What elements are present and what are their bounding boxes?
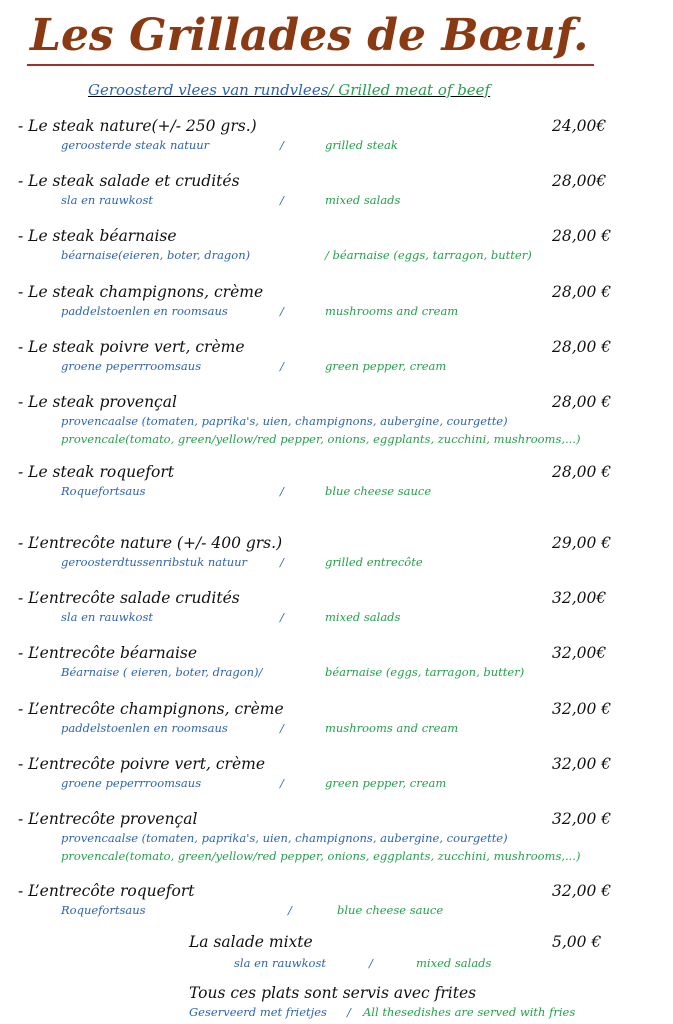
item-english-description: mushrooms and cream <box>325 304 459 318</box>
item-english-description: béarnaise (eggs, tarragon, butter) <box>325 665 525 679</box>
item-english-description: mixed salads <box>325 610 401 624</box>
menu-item <box>18 882 658 922</box>
item-name: - Le steak salade et crudités <box>18 172 240 190</box>
item-name: - Le steak champignons, crème <box>18 283 264 301</box>
item-dutch-description: provencaalse (tomaten, paprika's, uien, champignons, aubergine, courgette) <box>61 414 508 428</box>
salad-separator: / <box>369 956 373 970</box>
item-price: 32,00 € <box>552 755 612 773</box>
item-price: 32,00€ <box>552 589 607 607</box>
item-price: 28,00 € <box>552 283 612 301</box>
item-name: - L’entrecôte nature (+/- 400 grs.) <box>18 534 283 552</box>
subtitle-english: / Grilled meat of beef <box>328 81 491 99</box>
item-name: - L’entrecôte salade crudités <box>18 589 240 607</box>
item-price: 32,00 € <box>552 700 612 718</box>
item-dutch-description: Roquefortsaus <box>61 484 146 498</box>
menu-item <box>18 283 658 323</box>
item-separator: / <box>280 304 284 318</box>
item-dutch-description: sla en rauwkost <box>61 193 153 207</box>
item-dutch-description: provencaalse (tomaten, paprika's, uien, champignons, aubergine, courgette) <box>61 831 508 845</box>
salad-english: mixed salads <box>416 956 492 970</box>
item-price: 28,00 € <box>552 393 612 411</box>
item-separator: / <box>280 555 284 569</box>
footer-french: Tous ces plats sont servis avec frites <box>189 984 477 1002</box>
item-english-description: blue cheese sauce <box>337 903 444 917</box>
menu-item <box>18 644 658 684</box>
menu-item <box>18 755 658 795</box>
item-price: 28,00€ <box>552 172 607 190</box>
menu-item <box>18 589 658 629</box>
item-dutch-description: geroosterde steak natuur <box>61 138 210 152</box>
item-price: 32,00€ <box>552 644 607 662</box>
item-english-description: green pepper, cream <box>325 776 447 790</box>
title-underline <box>27 64 594 66</box>
item-name: - L’entrecôte champignons, crème <box>18 700 284 718</box>
item-english-description: provencale(tomato, green/yellow/red pepper, onions, eggplants, zucchini, mushrooms,...) <box>61 432 581 446</box>
footer-separator: / <box>347 1005 351 1019</box>
salad-item <box>189 933 629 973</box>
item-separator: / <box>288 903 292 917</box>
item-price: 29,00 € <box>552 534 612 552</box>
item-dutch-description: paddelstoenlen en roomsaus <box>61 304 228 318</box>
item-name: - L’entrecôte béarnaise <box>18 644 198 662</box>
menu-item <box>18 393 658 446</box>
item-english-description: green pepper, cream <box>325 359 447 373</box>
item-english-description: grilled entrecôte <box>325 555 423 569</box>
item-name: - L’entrecôte provençal <box>18 810 198 828</box>
footer-note <box>189 984 629 1024</box>
item-name: - Le steak poivre vert, crème <box>18 338 245 356</box>
menu-item <box>18 700 658 740</box>
item-english-description: mixed salads <box>325 193 401 207</box>
item-name: - L’entrecôte roquefort <box>18 882 195 900</box>
item-english-description: / béarnaise (eggs, tarragon, butter) <box>325 248 532 262</box>
item-name: - Le steak nature(+/- 250 grs.) <box>18 117 257 135</box>
item-english-description: provencale(tomato, green/yellow/red pepper, onions, eggplants, zucchini, mushrooms,...) <box>61 849 581 863</box>
item-dutch-description: béarnaise(eieren, boter, dragon) <box>61 248 251 262</box>
menu-item <box>18 227 658 267</box>
item-english-description: grilled steak <box>325 138 398 152</box>
item-name: - Le steak provençal <box>18 393 177 411</box>
item-dutch-description: geroosterdtussenribstuk natuur <box>61 555 248 569</box>
footer-english: All thesedishes are served with fries <box>363 1005 576 1019</box>
footer-dutch: Geserveerd met frietjes <box>189 1005 327 1019</box>
item-dutch-description: Béarnaise ( eieren, boter, dragon)/ <box>61 665 263 679</box>
menu-item <box>18 810 658 863</box>
item-dutch-description: Roquefortsaus <box>61 903 146 917</box>
item-price: 32,00 € <box>552 810 612 828</box>
item-dutch-description: groene peperrroomsaus <box>61 776 202 790</box>
item-price: 28,00 € <box>552 227 612 245</box>
item-dutch-description: groene peperrroomsaus <box>61 359 202 373</box>
menu-item <box>18 463 658 503</box>
item-english-description: blue cheese sauce <box>325 484 432 498</box>
item-separator: / <box>280 138 284 152</box>
item-dutch-description: paddelstoenlen en roomsaus <box>61 721 228 735</box>
salad-price: 5,00 € <box>552 933 602 951</box>
menu-item <box>18 534 658 574</box>
item-separator: / <box>280 359 284 373</box>
item-separator: / <box>280 193 284 207</box>
item-name: - Le steak béarnaise <box>18 227 177 245</box>
salad-dutch: sla en rauwkost <box>234 956 326 970</box>
menu-item <box>18 338 658 378</box>
item-separator: / <box>280 721 284 735</box>
item-price: 28,00 € <box>552 338 612 356</box>
menu-title: Les Grillades de Bœuf. <box>30 10 589 61</box>
menu-item <box>18 117 658 157</box>
subtitle-dutch: Geroosterd vlees van rundvlees <box>88 81 329 99</box>
item-price: 28,00 € <box>552 463 612 481</box>
item-dutch-description: sla en rauwkost <box>61 610 153 624</box>
salad-name: La salade mixte <box>189 933 313 951</box>
item-price: 24,00€ <box>552 117 607 135</box>
item-separator: / <box>280 776 284 790</box>
menu-item <box>18 172 658 212</box>
item-separator: / <box>280 610 284 624</box>
item-separator: / <box>280 484 284 498</box>
item-price: 32,00 € <box>552 882 612 900</box>
menu-subtitle <box>88 81 490 99</box>
item-english-description: mushrooms and cream <box>325 721 459 735</box>
item-name: - L’entrecôte poivre vert, crème <box>18 755 266 773</box>
item-name: - Le steak roquefort <box>18 463 174 481</box>
